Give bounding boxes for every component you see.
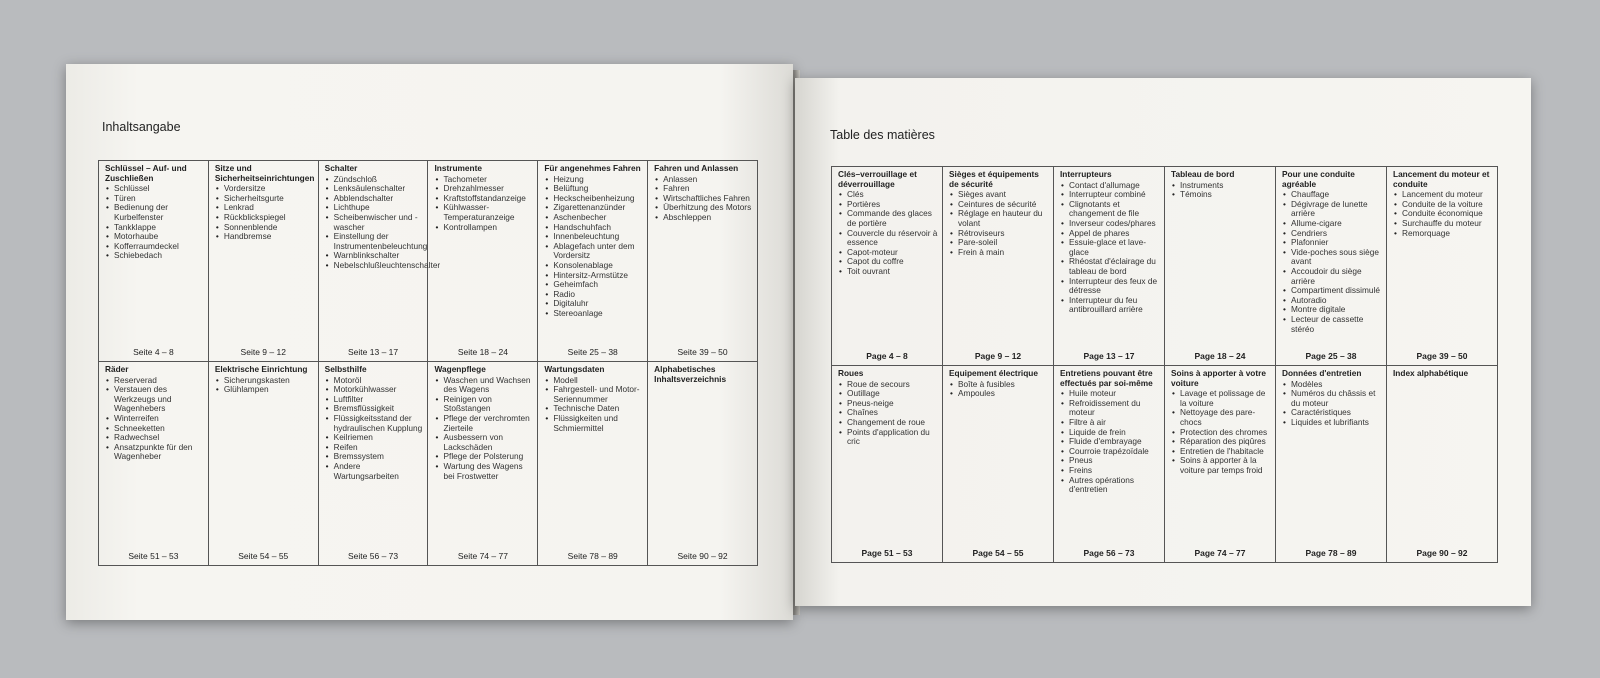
list-item: • Entretien de l'habitacle: [1171, 447, 1272, 457]
section-items: [1171, 389, 1272, 475]
page-reference: Seite 90 – 92: [677, 551, 728, 562]
section-items: [1060, 389, 1161, 495]
list-item: • Conduite économique: [1393, 209, 1494, 219]
list-item: • Pneus-neige: [838, 399, 939, 409]
list-item: • Sicherheitsgurte: [215, 194, 315, 204]
list-item: • Abblendschalter: [325, 194, 425, 204]
list-item: • Allume-cigare: [1282, 219, 1383, 229]
list-item: • Waschen und Wachsen des Wagens: [434, 376, 534, 395]
toc-section: [1387, 366, 1498, 563]
list-item: • Couvercle du réservoir à essence: [838, 229, 939, 248]
section-title: Pour une conduite agréable: [1282, 169, 1355, 189]
list-item: • Motoröl: [325, 376, 425, 386]
list-item: • Radwechsel: [105, 433, 205, 443]
table-row: [99, 362, 758, 566]
section-items: [949, 190, 1050, 257]
list-item: • Reserverad: [105, 376, 205, 386]
list-item: • Sicherungskasten: [215, 376, 315, 386]
section-items: [654, 175, 754, 223]
list-item: • Reinigen von Stoßstangen: [434, 395, 534, 414]
list-item: • Pflege der Polsterung: [434, 452, 534, 462]
list-item: • Einstellung der Instrumentenbeleuchtung: [325, 232, 425, 251]
section-title: Für angenehmes Fahren: [544, 163, 641, 173]
list-item: • Interrupteur combiné: [1060, 190, 1161, 200]
list-item: • Conduite de la voiture: [1393, 200, 1494, 210]
section-title: Wartungsdaten: [544, 364, 605, 374]
list-item: • Wartung des Wagens bei Frostwetter: [434, 462, 534, 481]
list-item: • Hintersitz-Armstütze: [544, 271, 644, 281]
section-items: [325, 376, 425, 482]
list-item: • Accoudoir du siège arrière: [1282, 267, 1383, 286]
section-title: Räder: [105, 364, 129, 374]
page-reference: Page 4 – 8: [866, 351, 908, 362]
right-page-french: [795, 78, 1531, 606]
list-item: • Numéros du châssis et du moteur: [1282, 389, 1383, 408]
section-title: Données d'entretien: [1282, 368, 1362, 378]
list-item: • Filtre à air: [1060, 418, 1161, 428]
list-item: • Kraftstoffstandanzeige: [434, 194, 534, 204]
list-item: • Schiebedach: [105, 251, 205, 261]
list-item: • Abschleppen: [654, 213, 754, 223]
page-reference: Page 51 – 53: [861, 548, 913, 559]
list-item: • Ceintures de sécurité: [949, 200, 1050, 210]
list-item: • Clés: [838, 190, 939, 200]
list-item: • Zigarettenanzünder: [544, 203, 644, 213]
section-items: [434, 175, 534, 233]
list-item: • Rétroviseurs: [949, 229, 1050, 239]
toc-table: [98, 160, 758, 566]
table-row: [832, 167, 1498, 366]
list-item: • Digitaluhr: [544, 299, 644, 309]
list-item: • Huile moteur: [1060, 389, 1161, 399]
list-item: • Chauffage: [1282, 190, 1383, 200]
toc-section: [1054, 366, 1165, 563]
list-item: • Clignotants et changement de file: [1060, 200, 1161, 219]
list-item: • Autoradio: [1282, 296, 1383, 306]
list-item: • Liquides et lubrifiants: [1282, 418, 1383, 428]
section-title: Instrumente: [434, 163, 482, 173]
page-reference: Seite 78 – 89: [567, 551, 618, 562]
list-item: • Contact d'allumage: [1060, 181, 1161, 191]
list-item: • Scheibenwischer und -wascher: [325, 213, 425, 232]
list-item: • Aschenbecher: [544, 213, 644, 223]
list-item: • Plafonnier: [1282, 238, 1383, 248]
list-item: • Winterreifen: [105, 414, 205, 424]
list-item: • Ausbessern von Lackschäden: [434, 433, 534, 452]
list-item: • Commande des glaces de portière: [838, 209, 939, 228]
list-item: • Kühlwasser-Temperaturanzeige: [434, 203, 534, 222]
section-items: [434, 376, 534, 482]
section-title: Interrupteurs: [1060, 169, 1112, 179]
page-reference: Seite 25 – 38: [567, 347, 618, 358]
page-reference: Page 56 – 73: [1083, 548, 1135, 559]
toc-section: [1165, 167, 1276, 366]
page-reference: Page 25 – 38: [1305, 351, 1357, 362]
page-title: Inhaltsangabe: [102, 120, 181, 134]
toc-section: [99, 161, 209, 362]
list-item: • Ansatzpunkte für den Wagenheber: [105, 443, 205, 462]
list-item: • Drehzahlmesser: [434, 184, 534, 194]
list-item: • Verstauen des Werkzeugs und Wagenhebers: [105, 385, 205, 414]
toc-section: [208, 161, 318, 362]
list-item: • Glühlampen: [215, 385, 315, 395]
page-title: Table des matières: [830, 128, 935, 142]
list-item: • Vordersitze: [215, 184, 315, 194]
page-reference: Page 54 – 55: [972, 548, 1024, 559]
list-item: • Remorquage: [1393, 229, 1494, 239]
toc-section: [428, 161, 538, 362]
list-item: • Bremssystem: [325, 452, 425, 462]
page-reference: Seite 56 – 73: [348, 551, 399, 562]
list-item: • Heizung: [544, 175, 644, 185]
list-item: • Capot du coffre: [838, 257, 939, 267]
list-item: • Motorkühlwasser: [325, 385, 425, 395]
table-row: [832, 366, 1498, 563]
list-item: • Roue de secours: [838, 380, 939, 390]
list-item: • Capot-moteur: [838, 248, 939, 258]
list-item: • Interrupteur des feux de détresse: [1060, 277, 1161, 296]
list-item: • Tachometer: [434, 175, 534, 185]
section-title: Schlüssel – Auf- und Zuschließen: [105, 163, 187, 183]
list-item: • Changement de roue: [838, 418, 939, 428]
toc-section: [648, 161, 758, 362]
toc-section: [428, 362, 538, 566]
list-item: • Dégivrage de lunette arrière: [1282, 200, 1383, 219]
section-title: Entretiens pouvant être effectués par soi-même: [1060, 368, 1153, 388]
page-reference: Page 39 – 50: [1416, 351, 1468, 362]
list-item: • Pneus: [1060, 456, 1161, 466]
toc-section: [1054, 167, 1165, 366]
list-item: • Appel de phares: [1060, 229, 1161, 239]
list-item: • Bedienung der Kurbelfenster: [105, 203, 205, 222]
section-items: [1171, 181, 1272, 200]
section-title: Index alphabétique: [1393, 368, 1469, 378]
section-items: [949, 380, 1050, 399]
section-items: [838, 380, 939, 447]
section-title: Sitze und Sicherheitseinrichtungen: [214, 163, 315, 183]
list-item: • Points d'application du cric: [838, 428, 939, 447]
list-item: • Portières: [838, 200, 939, 210]
page-reference: Seite 4 – 8: [133, 347, 174, 358]
section-title: Equipement électrique: [949, 368, 1038, 378]
list-item: • Sonnenblende: [215, 223, 315, 233]
toc-section: [1276, 167, 1387, 366]
list-item: • Lenksäulenschalter: [325, 184, 425, 194]
section-title: Tableau de bord: [1171, 169, 1235, 179]
section-items: [544, 376, 644, 434]
list-item: • Fahrgestell- und Motor-Seriennummer: [544, 385, 644, 404]
list-item: • Protection des chromes: [1171, 428, 1272, 438]
list-item: • Handbremse: [215, 232, 315, 242]
page-reference: Seite 13 – 17: [348, 347, 399, 358]
toc-section: [832, 167, 943, 366]
list-item: • Modèles: [1282, 380, 1383, 390]
list-item: • Liquide de frein: [1060, 428, 1161, 438]
list-item: • Toit ouvrant: [838, 267, 939, 277]
list-item: • Warnblinkschalter: [325, 251, 425, 261]
page-reference: Page 90 – 92: [1416, 548, 1468, 559]
list-item: • Fahren: [654, 184, 754, 194]
section-items: [1060, 181, 1161, 315]
list-item: • Reifen: [325, 443, 425, 453]
section-title: Fahren und Anlassen: [654, 163, 739, 173]
list-item: • Compartiment dissimulé: [1282, 286, 1383, 296]
toc-section: [1387, 167, 1498, 366]
list-item: • Pare-soleil: [949, 238, 1050, 248]
toc-section: [208, 362, 318, 566]
toc-section: [648, 362, 758, 566]
page-reference: Seite 74 – 77: [457, 551, 508, 562]
section-title: Wagenpflege: [434, 364, 486, 374]
list-item: • Témoins: [1171, 190, 1272, 200]
toc-section: [1276, 366, 1387, 563]
list-item: • Tankklappe: [105, 223, 205, 233]
list-item: • Bremsflüssigkeit: [325, 404, 425, 414]
list-item: • Konsolenablage: [544, 261, 644, 271]
toc-section: [99, 362, 209, 566]
list-item: • Zündschloß: [325, 175, 425, 185]
list-item: • Lenkrad: [215, 203, 315, 213]
list-item: • Rückblickspiegel: [215, 213, 315, 223]
toc-section: [1165, 366, 1276, 563]
page-reference: Seite 39 – 50: [677, 347, 728, 358]
section-items: [838, 190, 939, 276]
list-item: • Soins à apporter à la voiture par temps froid: [1171, 456, 1272, 475]
section-title: Clés–verrouillage et déverrouillage: [838, 169, 917, 189]
list-item: • Kontrollampen: [434, 223, 534, 233]
list-item: • Stereoanlage: [544, 309, 644, 319]
section-title: Selbsthilfe: [324, 364, 367, 374]
list-item: • Türen: [105, 194, 205, 204]
list-item: • Schlüssel: [105, 184, 205, 194]
list-item: • Frein à main: [949, 248, 1050, 258]
section-items: [105, 184, 205, 261]
list-item: • Chaînes: [838, 408, 939, 418]
list-item: • Nettoyage des pare-chocs: [1171, 408, 1272, 427]
list-item: • Instruments: [1171, 181, 1272, 191]
list-item: • Rhéostat d'éclairage du tableau de bord: [1060, 257, 1161, 276]
section-items: [1282, 380, 1383, 428]
list-item: • Montre digitale: [1282, 305, 1383, 315]
list-item: • Surchauffe du moteur: [1393, 219, 1494, 229]
list-item: • Wirtschaftliches Fahren: [654, 194, 754, 204]
section-title: Soins à apporter à votre voiture: [1171, 368, 1266, 388]
section-title: Roues: [838, 368, 864, 378]
list-item: • Sièges avant: [949, 190, 1050, 200]
list-item: • Lavage et polissage de la voiture: [1171, 389, 1272, 408]
list-item: • Ampoules: [949, 389, 1050, 399]
page-reference: Page 18 – 24: [1194, 351, 1246, 362]
toc-section: [943, 167, 1054, 366]
list-item: • Motorhaube: [105, 232, 205, 242]
list-item: • Technische Daten: [544, 404, 644, 414]
list-item: • Refroidissement du moteur: [1060, 399, 1161, 418]
list-item: • Ablagefach unter dem Vordersitz: [544, 242, 644, 261]
toc-section: [538, 161, 648, 362]
list-item: • Belüftung: [544, 184, 644, 194]
list-item: • Outillage: [838, 389, 939, 399]
list-item: • Heckscheibenheizung: [544, 194, 644, 204]
list-item: • Lichthupe: [325, 203, 425, 213]
list-item: • Pflege der verchromten Zierteile: [434, 414, 534, 433]
page-reference: Seite 51 – 53: [128, 551, 179, 562]
toc-section: [832, 366, 943, 563]
left-page-german: [66, 64, 793, 620]
section-items: [325, 173, 441, 271]
page-reference: Seite 54 – 55: [238, 551, 289, 562]
list-item: • Lancement du moteur: [1393, 190, 1494, 200]
section-title: Elektrische Einrichtung: [214, 364, 308, 374]
list-item: • Innenbeleuchtung: [544, 232, 644, 242]
list-item: • Fluide d'embrayage: [1060, 437, 1161, 447]
list-item: • Andere Wartungsarbeiten: [325, 462, 425, 481]
list-item: • Handschuhfach: [544, 223, 644, 233]
list-item: • Cendriers: [1282, 229, 1383, 239]
list-item: • Caractéristiques: [1282, 408, 1383, 418]
page-reference: Page 78 – 89: [1305, 548, 1357, 559]
list-item: • Nebelschlußleuchtenschalter: [325, 261, 425, 271]
page-reference: Page 9 – 12: [974, 351, 1022, 362]
list-item: • Flüssigkeitsstand der hydraulischen Kupplung: [325, 414, 425, 433]
list-item: • Vide-poches sous siège avant: [1282, 248, 1383, 267]
toc-section: [318, 161, 441, 362]
table-row: [99, 161, 758, 362]
list-item: • Flüssigkeiten und Schmiermittel: [544, 414, 644, 433]
section-title: Lancement du moteur et conduite: [1393, 169, 1490, 189]
list-item: • Autres opérations d'entretien: [1060, 476, 1161, 495]
toc-section: [943, 366, 1054, 563]
list-item: • Réglage en hauteur du volant: [949, 209, 1050, 228]
page-reference: Seite 18 – 24: [457, 347, 508, 358]
section-items: [105, 376, 205, 462]
list-item: • Keilriemen: [325, 433, 425, 443]
list-item: • Kofferraumdeckel: [105, 242, 205, 252]
list-item: • Inverseur codes/phares: [1060, 219, 1161, 229]
list-item: • Interrupteur du feu antibrouillard arrière: [1060, 296, 1161, 315]
section-items: [1282, 190, 1383, 334]
list-item: • Modell: [544, 376, 644, 386]
list-item: • Freins: [1060, 466, 1161, 476]
page-reference: Page 74 – 77: [1194, 548, 1246, 559]
list-item: • Schneeketten: [105, 424, 205, 434]
section-title: Schalter: [324, 163, 358, 173]
toc-section: [318, 362, 428, 566]
list-item: • Überhitzung des Motors: [654, 203, 754, 213]
list-item: • Radio: [544, 290, 644, 300]
page-reference: Seite 9 – 12: [240, 347, 286, 358]
list-item: • Boîte à fusibles: [949, 380, 1050, 390]
list-item: • Geheimfach: [544, 280, 644, 290]
section-items: [544, 175, 644, 319]
section-title: Alphabetisches Inhaltsverzeichnis: [654, 364, 727, 384]
toc-table: [831, 166, 1498, 563]
toc-section: [538, 362, 648, 566]
section-items: [1393, 190, 1494, 238]
list-item: • Lecteur de cassette stéréo: [1282, 315, 1383, 334]
list-item: • Réparation des piqûres: [1171, 437, 1272, 447]
page-reference: Page 13 – 17: [1083, 351, 1135, 362]
list-item: • Essuie-glace et lave-glace: [1060, 238, 1161, 257]
section-items: [215, 184, 315, 242]
list-item: • Courroie trapézoïdale: [1060, 447, 1161, 457]
section-title: Sièges et équipements de sécurité: [949, 169, 1039, 189]
list-item: • Anlassen: [654, 175, 754, 185]
list-item: • Luftfilter: [325, 395, 425, 405]
section-items: [215, 376, 315, 395]
